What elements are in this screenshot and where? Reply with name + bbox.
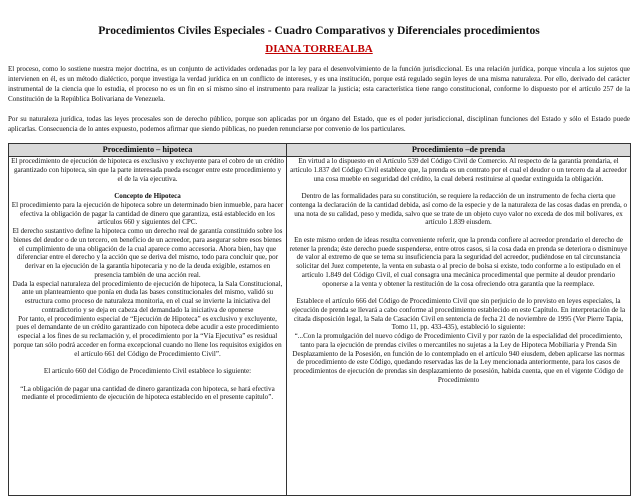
prenda-quote: “...Con la promulgación del nuevo código de Procedimiento Civil y por razón de la especialidad del procedimiento, tanto para la ejecución de prendas civiles o mercantiles no sujetas a la Ley de Hipoteca Mobiliaria y Prenda Sin Desplazamiento de la Posesión, en función de lo contemplado en el artículo 940 eiusdem, deben aplicarse las normas de procedimiento de este Código, quedando reservadas las de la Ley mencionada anteriormente, para los casos de procedimientos de ejecución de prendas sin desplazamiento de posesión, habida cuenta, que en el vigente Código de Procedimiento [292, 332, 625, 384]
comparison-table [8, 143, 631, 496]
hipoteca-paragraph: El artículo 660 del Código de Procedimiento Civil establece lo siguiente: [43, 367, 252, 375]
intro-paragraph: El proceso, como lo sostiene nuestra mejor doctrina, es un conjunto de actividades ordenadas por la ley para el desenvolvimiento de la función jurisdiccional. Es una relación jurídica, porque vincula a los sujetos que intervienen en él, es un método dialéctico, porque investiga la verdad jurídica en un conflicto de intereses, y es una institución, porque está regulado según leyes de una misma naturaleza. Por ello, derivado del carácter instrumental de la ciencia que lo estudia, el proceso no es un fin en sí mismo sino el instrumento para realizar la justicia; esta característica tiene rango constitucional, conforme lo dispuesto por el artículo 257 de la Constitución de la República Bolivariana de Venezuela. [8, 65, 630, 103]
hipoteca-paragraph: Por tanto, el procedimiento especial de “Ejecución de Hipoteca” es exclusivo y excluyente, pues el demandante de un crédito garantizado con hipoteca debe acudir a este procedimiento especial a los fines de su reclamación y, el procedimiento por la “Vía Ejecutiva” es residual porque tan sólo podrá acceder en forma excepcional cuando no llene los requisitos exigidos en el artículo 661 del Código de Procedimiento Civil”. [13, 314, 282, 358]
hipoteca-cell [9, 157, 287, 496]
hipoteca-subheading: Concepto de Hipoteca [114, 192, 181, 200]
column-header-hipoteca: Procedimiento – hipoteca [9, 144, 287, 157]
hipoteca-paragraph: El procedimiento para la ejecución de hipoteca sobre un determinado bien inmueble, para hacer efectiva la obligación de pagar la cantidad de dinero que garantiza, está establecido en los artículos 660 y siguientes del CPC. [11, 200, 284, 227]
column-header-prenda: Procedimiento –de prenda [287, 144, 631, 157]
document-author: DIANA TORREALBA [265, 43, 373, 55]
hipoteca-paragraph: El derecho sustantivo define la hipoteca como un derecho real de garantía constituido sobre los bienes del deudor o de un tercero, en beneficio de un acreedor, para asegurar sobre esos bienes el cumplimiento de una obligación de la cual aparece como accesoria. Ahora bien, hay que diferenciar entre el derecho y la acción que se deriva del mismo, todo para concluir que, por derivar en la ejecución de la garantía hipotecaria y no de la deuda exigible, estamos en presencia también de una acción real. [12, 227, 283, 279]
prenda-paragraph: En virtud a lo dispuesto en el Artículo 539 del Código Civil de Comercio. Al respecto de la garantía prendaria, el artículo 1.837 del Código Civil establece que, la prenda es un contrato por el cual el deudor o un tercero da al acreedor una cosa mueble en seguridad del crédito, la cual deberá restituirse al quedar extinguida la obligación. [290, 157, 627, 183]
prenda-paragraph: Establece el artículo 666 del Código de Procedimiento Civil que sin perjuicio de lo previsto en leyes especiales, la ejecución de prenda se llevará a cabo conforme al procedimiento establecido en este Capítulo. En interpretación de la citada disposición legal, la Sala de Casación Civil en sentencia de fecha 21 de noviembre de 1995 (Ver Pierre Tapia, Tomo 11, pp. 433-435), estableció lo siguiente: [291, 297, 626, 332]
prenda-paragraph: Dentro de las formalidades para su constitución, se requiere la redacción de un instrumento de fecha cierta que contenga la declaración de la cantidad debida, así como de la especie y de la naturaleza de las cosas dadas en prenda, o una nota de su calidad, peso y medida, salvo que se trate de un objeto cuyo valor no exceda de dos mil bolívares, ex artículo 1.839 eiusdem. [289, 192, 628, 227]
table-row [9, 157, 631, 496]
hipoteca-paragraph: Dada la especial naturaleza del procedimiento de ejecución de hipoteca, la Sala Constitucional, ante un planteamiento que ponía en duda las bases constitucionales del mismo, validó su estructura como proceso de naturaleza monitoria, en el cual se invierte la iniciativa del contradictorio y se deja en cabeza del demandado la iniciativa de oponerse [12, 279, 283, 314]
document-title: Procedimientos Civiles Especiales - Cuadro Comparativos y Diferenciales procedimientos [98, 24, 540, 37]
intro-paragraph: Por su naturaleza jurídica, todas las leyes procesales son de derecho público, porque son aplicadas por un órgano del Estado, que es el poder jurisdiccional, disciplinan funciones del Estado y sólo el Estado puede aplicarlas. Consecuencia de lo antes expuesto, podemos afirmar que siendo públicas, no pueden renunciarse por convenio de los particulares. [8, 115, 630, 133]
hipoteca-paragraph: El procedimiento de ejecución de hipoteca es exclusivo y excluyente para el cobro de un crédito garantizado con hipoteca, sin que la parte interesada pueda escoger entre este procedimiento y el de la vía ejecutiva. [11, 157, 284, 183]
prenda-paragraph: En este mismo orden de ideas resulta conveniente referir, que la prenda confiere al acreedor prendario el derecho de retener la prenda; éste derecho puede suspenderse, entre otros casos, si la cosa dada en prenda se deteriora o disminuye de valor al extremo de que se tema su insuficiencia para la seguridad del acreedor, pudiéndose en tal circunstancia solicitar del Juez competente, la venta en subasta o al precio de bolsa si existe, todo conforme a lo estipulado en el artículo 1.849 del Código Civil, el cual consagra una mecánica procedimental que permite al deudor prendario oponerse a la venta y obtener la restitución de la cosa ofreciendo otra garantía que la reemplace. [289, 235, 628, 288]
table-header-row [9, 144, 631, 157]
hipoteca-quote: “La obligación de pagar una cantidad de dinero garantizada con hipoteca, se hará efectiva mediante el procedimiento de ejecución de hipoteca establecido en el presente capítulo”. [20, 384, 275, 402]
prenda-cell [287, 157, 631, 496]
